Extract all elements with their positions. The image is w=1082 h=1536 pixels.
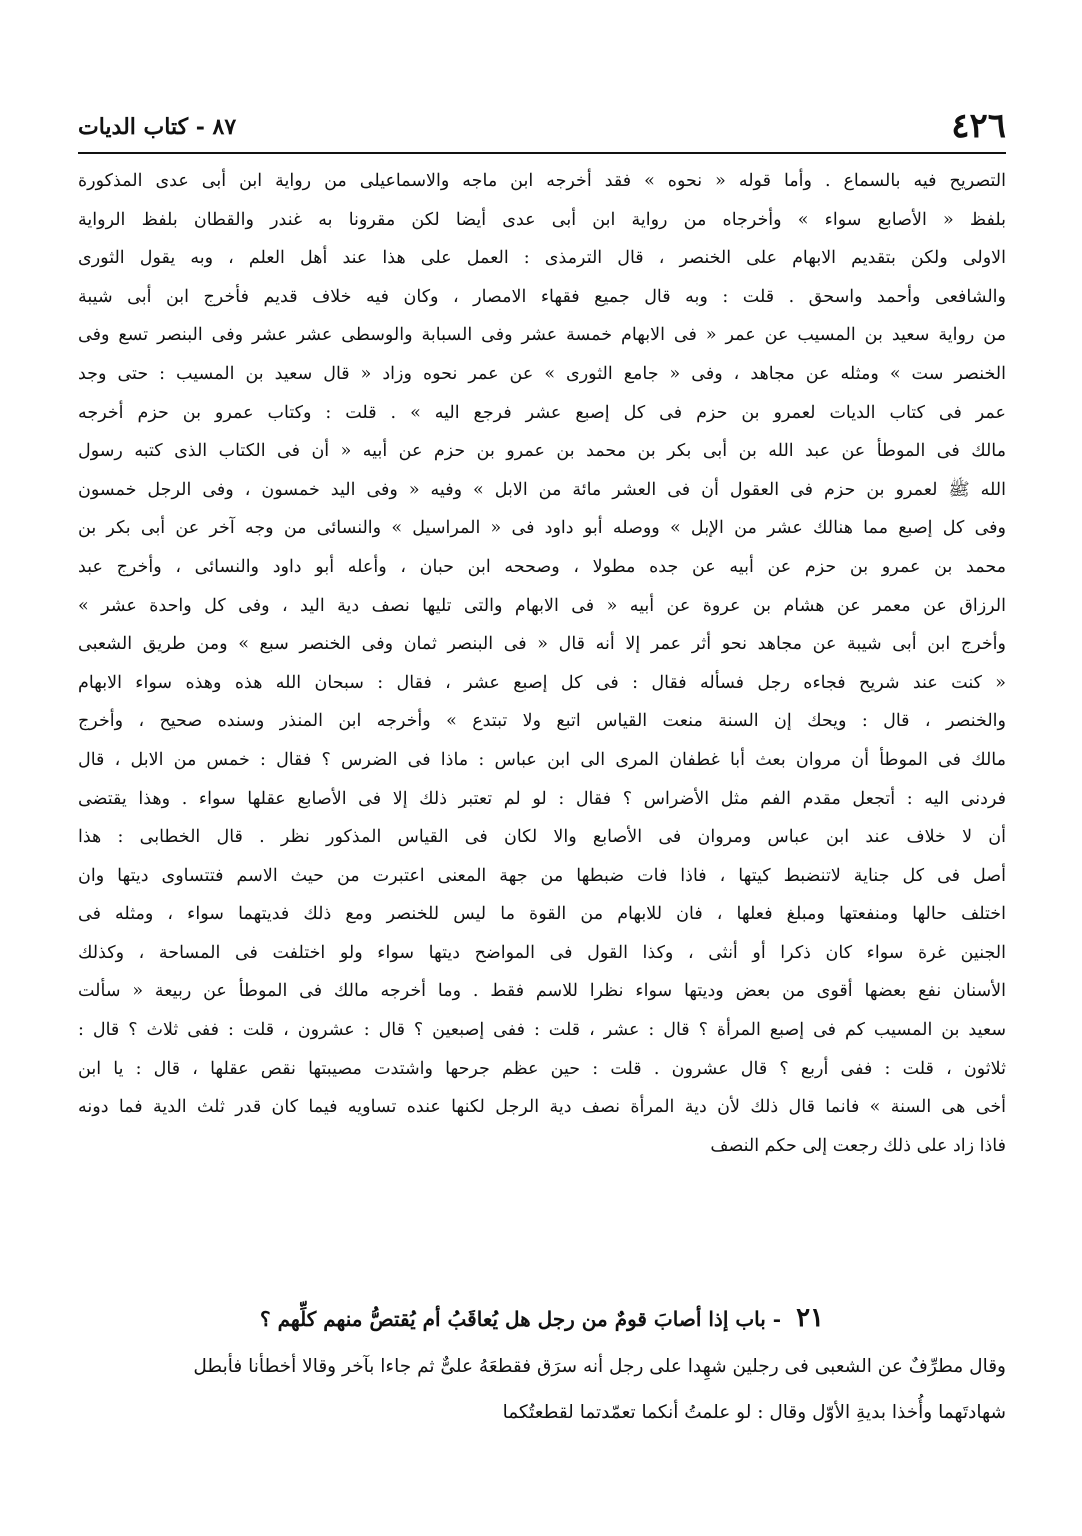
page-number: ٤٢٦ (951, 106, 1006, 146)
text-line: الله ﷺ لعمرو بن حزم فى العقول أن فى العشر مائة من الابل » وفيه « وفى اليد خمسون ، وفى الرجل خمسون (78, 479, 1006, 500)
text-line: « كنت عند شريح فجاءه رجل فسأله فقال : فى كل إصبع عشر ، فقال : سبحان الله هذه وهذه سواء الابهام (78, 672, 1006, 693)
chapter-text-line: شهادتَهما وأُخذا بديةِ الأوّل وقال : لو علمتُ أنكما تعمّدتما لقطعتُكما (502, 1402, 1006, 1423)
chapter-text-line: وقال مطرِّفٌ عن الشعبى فى رجلين شهِدا على رجل أنه سرَق فقطعَهُ علىٌّ ثم جاءا بآخر وقالا أخطأنا فأبطل (193, 1356, 1006, 1377)
text-line: التصريح فيه بالسماع . وأما قوله « نحوه » فقد أخرجه ابن ماجه والاسماعيلى من رواية ابن أبى عدى المذكورة (78, 171, 1006, 191)
chapter-heading (78, 1298, 1006, 1339)
chapter-number: ٢١ (796, 1303, 824, 1333)
text-line: وفى كل إصبع مما هنالك عشر من الإبل » ووصله أبو داود فى « المراسيل » والنسائى من وجه آخر عن أبى بكر بن (78, 518, 1006, 539)
text-line: مالك فى الموطأ عن عبد الله بن أبى بكر بن محمد بن عمرو بن حزم عن أبيه « أن فى الكتاب الذى كتبه رسول (78, 441, 1006, 462)
text-line: سعيد بن المسيب كم فى إصبع المرأة ؟ قال : عشر ، قلت : ففى إصبعين ؟ قال : عشرون ، قلت : ففى ثلاث ؟ قال : (78, 1020, 1006, 1041)
text-line: الخنصر ست » ومثله عن مجاهد ، وفى « جامع الثورى » عن عمر نحوه وزاد « قال سعيد بن المسيب : حتى وجد (78, 363, 1006, 384)
text-line: الجنين غرة سواء كان ذكرا أو أنثى ، وكذا القول فى المواضح ديتها سواء ولو اختلفت فى المساحة ، وكذلك (78, 942, 1006, 963)
text-line: محمد بن عمرو بن حزم عن أبيه عن جده مطولا ، وصححه ابن حبان ، وأعله أبو داود والنسائى ، وأخرج عبد (78, 556, 1006, 577)
text-line: ثلاثون ، قلت : ففى أربع ؟ قال عشرون . قلت : حين عظم جرحها واشتدت مصيبتها نقص عقلها ، قال : يا ابن (78, 1058, 1006, 1079)
text-line: من رواية سعيد بن المسيب عن عمر « فى الابهام خمسة عشر وفى السبابة والوسطى عشر عشر وفى البنصر تسع وفى (78, 325, 1006, 346)
text-line: فردنى اليه : أتجعل مقدم الفم مثل الأضراس ؟ فقال : لو لم تعتبر ذلك إلا فى الأصابع عقلها سواء . وهذا يقتضى (78, 788, 1006, 809)
page-header (78, 104, 1006, 150)
text-line: والخنصر ، قال : ويحك إن السنة منعت القياس اتبع ولا تبتدع » وأخرجه ابن المنذر وسنده صحيح ، وأخرج (78, 711, 1006, 732)
chapter-text (78, 1344, 1006, 1436)
commentary-text (78, 162, 1006, 1165)
text-line: والشافعى وأحمد واسحق . قلت : وبه قال جميع فقهاء الامصار ، وكان فيه خلاف قديم فأخرج ابن أبى شيبة (78, 286, 1006, 307)
text-line: مالك فى الموطأ أن مروان بعث أبا غطفان المرى الى ابن عباس : ماذا فى الضرس ؟ فقال : خمس من الابل ، قال (78, 749, 1006, 770)
header-rule (78, 152, 1006, 154)
text-line: وأخرج ابن أبى شيبة عن مجاهد نحو أثر عمر إلا أنه قال « فى البنصر ثمان وفى الخنصر سبع » ومن طريق الشعبى (78, 634, 1006, 655)
text-line: أصل فى كل جناية لاتنضبط كيتها ، فاذا فات ضبطها من جهة المعنى اعتبرت من حيث الاسم فتتساوى ديتها وان (78, 865, 1006, 886)
text-line: عمر فى كتاب الديات لعمرو بن حزم فى كل إصبع عشر فرجع اليه » . قلت : وكتاب عمرو بن حزم أخرجه (78, 402, 1006, 423)
text-line: بلفظ « الأصابع سواء » وأخرجاه من رواية ابن أبى عدى أيضا لكن مقرونا به غندر والقطان بلفظ الرواية (78, 209, 1006, 230)
running-title: ٨٧ - كتاب الديات (78, 114, 237, 140)
text-line: أخى هى السنة » فانما قال ذلك لأن دية المرأة نصف دية الرجل لكنها عنده تساويه فيما كان قدر ثلث الدية فما دونه (78, 1097, 1006, 1118)
text-line: اختلف حالها ومنفعتها ومبلغ فعلها ، فان للابهام من القوة ما ليس للخنصر ومع ذلك فديتهما سواء ، ومثله فى (78, 904, 1006, 925)
text-line: الرزاق عن معمر عن هشام بن عروة عن أبيه « فى الابهام والتى تليها نصف دية اليد ، وفى كل واحدة عشر » (78, 595, 1006, 616)
text-line: أن لا خلاف عند ابن عباس ومروان فى الأصابع والا لكان فى القياس المذكور نظر . قال الخطابى : هذا (78, 827, 1006, 848)
text-line: فاذا زاد على ذلك رجعت إلى حكم النصف (710, 1135, 1006, 1156)
chapter-heading-text: - باب إذا أصابَ قومٌ من رجل هل يُعاقَبُ أم يُقتصُّ منهم كلِّهم ؟ (260, 1307, 782, 1331)
text-line: الاولى ولكن بتقديم الابهام على الخنصر ، قال الترمذى : العمل على هذا عند أهل العلم ، وبه يقول الثورى (78, 248, 1006, 269)
text-line: الأسنان نفع بعضها أقوى من بعض وديتها سواء نظرا للاسم فقط . وما أخرجه مالك فى الموطأ عن ربيعة « سألت (78, 981, 1006, 1002)
